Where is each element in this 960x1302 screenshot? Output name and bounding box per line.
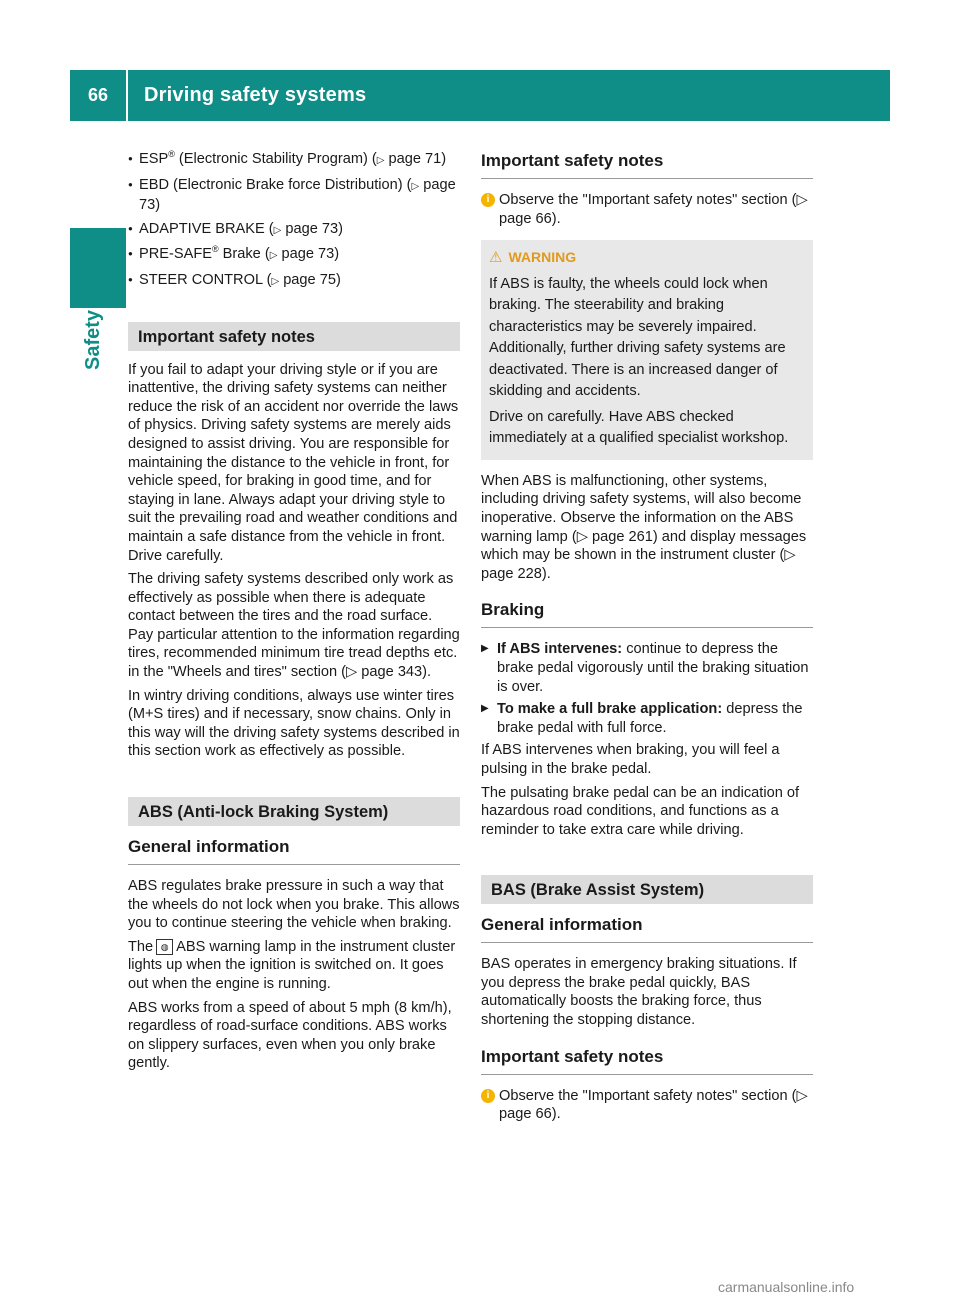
safety-paragraph: If you fail to adapt your driving style or if you are inattentive, the driving safety systems can neither reduce the risk of an accident nor override the laws of physics. Driving safety systems are merely aids designed to assist driving. You are responsible for maintaining the distance to the vehicle in front, for vehicle speed, for braking in good time, and for staying in lane. Always adapt your driving style to suit the prevailing road and weather conditions and maintain a safe distance from the vehicle in front. Drive carefully. — [128, 361, 459, 564]
warning-title: WARNING — [508, 249, 577, 266]
abs-paragraph: ABS works from a speed of about 5 mph (8 km/h), regardless of road-surface conditions. ABS works on slippery surfaces, even when you only brake gently. — [128, 999, 452, 1072]
info-icon: i — [481, 1089, 495, 1103]
step-item: ▶ If ABS intervenes: continue to depress the brake pedal vigorously until the braking situation is over. — [481, 640, 813, 696]
braking-paragraph: If ABS intervenes when braking, you will feel a pulsing in the brake pedal. — [481, 742, 780, 777]
step-item: ▶ To make a full brake application: depress the brake pedal with full force. — [481, 700, 813, 737]
subheading-braking: Braking — [481, 599, 813, 628]
page-ref-link[interactable]: page 73) — [139, 176, 456, 214]
abs-paragraph: ABS regulates brake pressure in such a way that the wheels do not lock when you brake. This allows you to continue steering the vehicle when braking. — [128, 878, 460, 932]
page-ref-link[interactable]: page 73) — [281, 220, 343, 237]
info-note-text: Observe the "Important safety notes" section (▷ page 66). — [499, 192, 808, 227]
system-list — [128, 150, 460, 292]
page-ref-icon: ▷ — [376, 155, 385, 166]
page-ref-icon: ▷ — [271, 275, 280, 287]
page-ref-link[interactable]: page 75) — [279, 271, 341, 288]
page-title: Driving safety systems — [144, 84, 367, 107]
page-ref-link[interactable]: page 73) — [277, 246, 340, 263]
list-item: ● ESP® (Electronic Stability Program) (▷ page 71) — [128, 150, 460, 171]
warning-text: If ABS is faulty, the wheels could lock when braking. The steerability and braking characteristics may be severely impaired. Additionally, further driving safety systems are deactivated. There is an increased danger of skidding and accidents. — [489, 275, 786, 400]
sidebar-label: Safety — [82, 309, 104, 370]
left-column — [128, 150, 460, 1078]
section-heading-bas: BAS (Brake Assist System) — [481, 875, 813, 904]
warning-header — [489, 248, 805, 268]
braking-steps — [481, 640, 813, 737]
list-item: ● EBD (Electronic Brake force Distribution) (▷ page 73) — [128, 176, 460, 215]
abs-lamp-paragraph: The ◍ ABS warning lamp in the instrument cluster lights up when the ignition is switched on. It goes out when the engine is running. — [128, 938, 456, 992]
section-heading-abs: ABS (Anti-lock Braking System) — [128, 797, 460, 826]
subheading-safety: Important safety notes — [481, 150, 813, 179]
subheading-bas-safety: Important safety notes — [481, 1046, 813, 1075]
list-item: ● STEER CONTROL (▷ page 75) — [128, 271, 460, 292]
page-ref-icon: ▷ — [411, 180, 420, 192]
page-ref-link[interactable]: page 71) — [384, 151, 447, 167]
page-ref-icon: ▷ — [273, 224, 282, 236]
warning-text: Drive on carefully. Have ABS checked immediately at a qualified specialist workshop. — [489, 408, 789, 447]
warning-box — [481, 240, 813, 460]
list-item: ● ADAPTIVE BRAKE (▷ page 73) — [128, 220, 460, 241]
right-column — [481, 150, 813, 1136]
info-icon: i — [481, 193, 495, 207]
section-heading-safety: Important safety notes — [128, 322, 460, 351]
warning-triangle-icon: ⚠ — [489, 249, 503, 267]
list-item: ● PRE-SAFE® Brake (▷ page 73) — [128, 245, 460, 266]
info-note — [481, 1087, 813, 1124]
safety-paragraph: In wintry driving conditions, always use winter tires (M+S tires) and if necessary, snow chains. Only in this way will the driving safety systems described in this section work as effectively as possible. — [128, 687, 460, 760]
info-note — [481, 191, 813, 228]
bas-paragraph: BAS operates in emergency braking situations. If you depress the brake pedal quickly, BAS automatically boosts the braking force, thus shortening the stopping distance. — [481, 956, 797, 1029]
braking-paragraph: The pulsating brake pedal can be an indication of hazardous road conditions, and functions as a reminder to take extra care while driving. — [481, 784, 800, 838]
abs-warning-lamp-icon: ◍ — [156, 939, 173, 955]
subheading-bas-general: General information — [481, 914, 813, 943]
watermark: carmanualsonline.info — [718, 1279, 855, 1295]
malfunction-paragraph: When ABS is malfunctioning, other systems, including driving safety systems, will also become inoperative. Observe the information on the ABS warning lamp (▷ page 261) and display messages which may be shown in the instrument cluster (▷ page 228). — [481, 472, 807, 582]
page-number: 66 — [87, 85, 109, 106]
safety-paragraph: The driving safety systems described only work as effectively as possible when there is adequate contact between the tires and the road surface. Pay particular attention to the information regarding tires, recommended minimum tire tread depths etc. in the "Wheels and tires" section (▷ page 343). — [128, 571, 460, 681]
page-ref-icon: ▷ — [269, 250, 278, 262]
subheading-general: General information — [128, 836, 460, 865]
sidebar-tab — [70, 228, 126, 308]
page-header — [70, 70, 890, 121]
info-note-text: Observe the "Important safety notes" section (▷ page 66). — [499, 1087, 808, 1123]
